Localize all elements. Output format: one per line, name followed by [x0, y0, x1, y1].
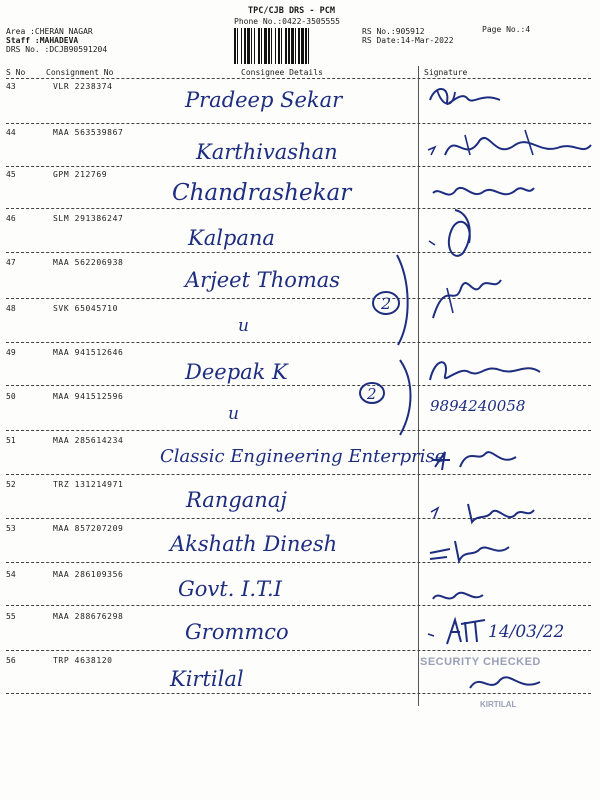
consignment-number: MAA 562206938 [53, 258, 124, 267]
staff-field: Staff :MAHADEVA [6, 36, 79, 45]
serial-number: 52 [6, 480, 16, 489]
serial-number: 51 [6, 436, 16, 445]
handwritten-phone: 9894240058 [430, 397, 526, 415]
signature-mark [425, 535, 515, 565]
row-divider [6, 605, 591, 606]
consignment-number: SVK 65045710 [53, 304, 118, 313]
serial-number: 44 [6, 128, 16, 137]
signature-mark [428, 585, 488, 609]
rs-date-field: RS Date:14-Mar-2022 [362, 36, 454, 45]
consignee-name: Chandrashekar [172, 180, 352, 206]
handwritten-date: 14/03/22 [488, 622, 565, 642]
consignee-name: u [238, 316, 249, 336]
serial-number: 54 [6, 570, 16, 579]
consignee-name: Deepak K [185, 360, 288, 384]
signature-mark [425, 612, 495, 652]
serial-number: 48 [6, 304, 16, 313]
column-header-row [6, 68, 591, 78]
rs-number-field: RS No.:905912 [362, 27, 425, 36]
consignment-number: MAA 857207209 [53, 524, 124, 533]
serial-number: 47 [6, 258, 16, 267]
serial-number: 55 [6, 612, 16, 621]
row-divider [6, 123, 591, 124]
signature-mark [425, 268, 505, 328]
serial-number: 46 [6, 214, 16, 223]
consignee-name: Pradeep Sekar [185, 88, 343, 112]
serial-number: 43 [6, 82, 16, 91]
circled-count-mark [356, 378, 392, 408]
stamp-text: SECURITY CHECKED [420, 656, 541, 668]
consignment-number: TRZ 131214971 [53, 480, 124, 489]
phone-number: Phone No.:0422-3505555 [234, 17, 340, 26]
signature-mark [425, 125, 595, 175]
row-divider [6, 650, 591, 651]
serial-number: 50 [6, 392, 16, 401]
consignment-number: MAA 285614234 [53, 436, 124, 445]
stamp-name: KIRTILAL [480, 700, 517, 709]
serial-number: 49 [6, 348, 16, 357]
signature-mark [425, 205, 485, 265]
signature-mark [460, 668, 550, 698]
barcode-bar [308, 28, 309, 64]
row-divider [6, 430, 591, 431]
row-divider [6, 208, 591, 209]
column-sno: S No [6, 68, 26, 77]
barcode [234, 28, 354, 64]
signature-mark [425, 352, 545, 388]
serial-number: 45 [6, 170, 16, 179]
consignment-number: MAA 286109356 [53, 570, 124, 579]
document-title: TPC/CJB DRS - PCM [248, 6, 335, 16]
consignee-name: Grommco [185, 620, 289, 644]
column-consignment: Consignment No [46, 68, 114, 77]
consignment-number: VLR 2238374 [53, 82, 113, 91]
drs-number-field: DRS No. :DCJB90591204 [6, 45, 108, 54]
consignee-name: Akshath Dinesh [170, 532, 338, 556]
consignment-number: SLM 291386247 [53, 214, 124, 223]
consignment-number: TRP 4638120 [53, 656, 113, 665]
consignee-name: u [228, 404, 239, 424]
row-divider [6, 342, 591, 343]
signature-mark [428, 494, 538, 530]
count-label: 2 [381, 294, 392, 313]
consignee-name: Ranganaj [186, 488, 287, 512]
signature-mark [428, 178, 538, 208]
consignee-name: Kirtilal [170, 667, 244, 691]
consignee-name: Govt. I.T.I [178, 577, 282, 601]
bracket-stroke [392, 250, 422, 440]
page-number: Page No.:4 [482, 25, 531, 34]
serial-number: 56 [6, 656, 16, 665]
count-label: 2 [367, 385, 377, 403]
signature-mark [425, 80, 505, 115]
area-field: Area :CHERAN NAGAR [6, 27, 93, 36]
row-divider [6, 252, 591, 253]
column-signature: Signature [424, 68, 468, 77]
security-stamp [420, 656, 570, 716]
consignee-name: Kalpana [188, 226, 275, 250]
consignee-name: Arjeet Thomas [185, 268, 341, 292]
consignment-number: MAA 288676298 [53, 612, 124, 621]
column-details: Consignee Details [241, 68, 323, 77]
consignment-number: MAA 563539867 [53, 128, 124, 137]
signature-mark [430, 442, 520, 478]
header-right-block [362, 27, 454, 45]
consignment-number: GPM 212769 [53, 170, 108, 179]
consignment-number: MAA 941512646 [53, 348, 124, 357]
consignment-number: MAA 941512596 [53, 392, 124, 401]
header-left-block [6, 27, 176, 54]
consignee-name: Karthivashan [196, 140, 338, 164]
consignee-name: Classic Engineering Enterprise [160, 446, 446, 467]
header-divider [6, 78, 591, 79]
serial-number: 53 [6, 524, 16, 533]
